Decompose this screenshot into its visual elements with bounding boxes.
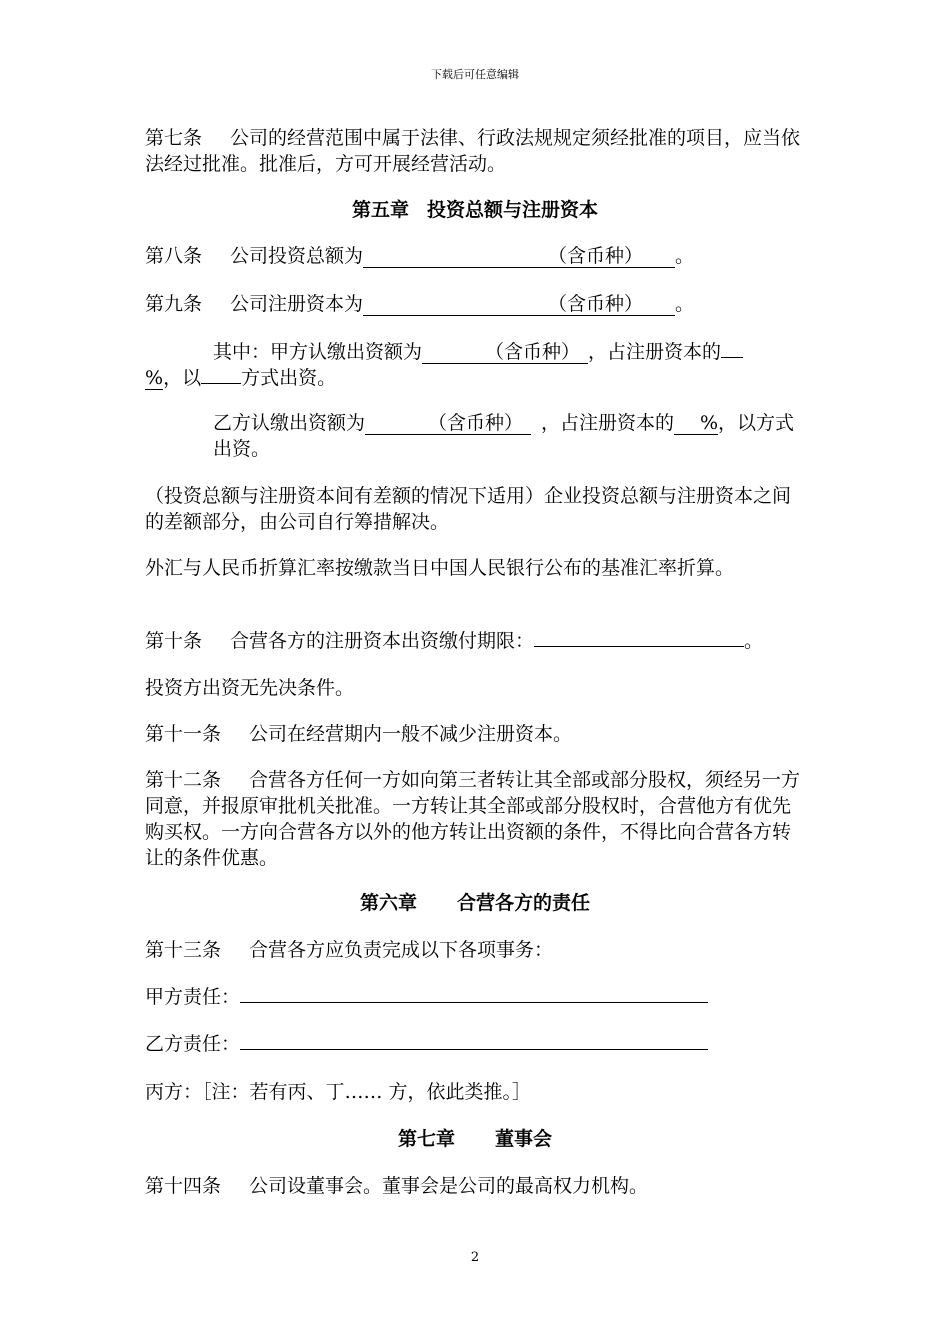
currency-hint: （含币种） bbox=[485, 341, 581, 363]
difference-note: （投资总额与注册资本间有差额的情况下适用）企业投资总额与注册资本之间的差额部分，由公司自行筹措解决。 bbox=[145, 485, 792, 533]
party-c-note: 丙方：［注：若有丙、丁…… 方，依此类推。］ bbox=[145, 1081, 532, 1103]
article-text: 公司在经营期内一般不减少注册资本。 bbox=[249, 723, 573, 745]
article-13 bbox=[145, 937, 805, 963]
article-9 bbox=[145, 291, 805, 317]
header-note: 下载后可任意编辑 bbox=[431, 68, 519, 81]
article-12 bbox=[145, 767, 805, 871]
article-11 bbox=[145, 721, 805, 747]
contribution-end: 方式出资。 bbox=[241, 367, 337, 389]
amount-blank[interactable] bbox=[422, 341, 588, 364]
percent-blank[interactable] bbox=[674, 412, 718, 435]
contribution-mid2: ，以 bbox=[163, 367, 202, 389]
no-precondition: 投资方出资无先决条件。 bbox=[145, 677, 355, 699]
article-label: 第八条 bbox=[145, 245, 203, 267]
duty-label: 甲方责任： bbox=[145, 986, 241, 1008]
chapter-number: 第七章 bbox=[397, 1128, 455, 1150]
contribution-mid: ，占注册资本的 bbox=[588, 341, 722, 363]
article-text: 公司的经营范围中属于法律、行政法规规定须经批准的项目，应当依法经过批准。批准后，方可开展经营活动。 bbox=[145, 127, 801, 175]
party-a-duty bbox=[145, 984, 805, 1010]
chapter-6-heading bbox=[145, 890, 805, 916]
article-label: 第十二条 bbox=[145, 769, 222, 791]
article-14 bbox=[145, 1173, 805, 1199]
deadline-blank[interactable] bbox=[534, 646, 744, 647]
contribution-prefix: 乙方认缴出资额为 bbox=[213, 412, 366, 434]
chapter-number: 第六章 bbox=[359, 892, 417, 914]
currency-hint: （含币种） bbox=[548, 293, 644, 315]
party-b-duty bbox=[145, 1031, 805, 1057]
percent-sign: % bbox=[699, 412, 719, 434]
method-blank[interactable] bbox=[201, 383, 241, 384]
article-text: 合营各方应负责完成以下各项事务： bbox=[249, 939, 554, 961]
article-end: 。 bbox=[744, 630, 764, 652]
chapter-5-heading bbox=[145, 197, 805, 223]
article-10 bbox=[145, 628, 825, 654]
amount-blank[interactable] bbox=[363, 245, 675, 268]
article-text: 公司投资总额为 bbox=[230, 245, 364, 267]
article-label: 第七条 bbox=[145, 127, 203, 149]
duty-blank[interactable] bbox=[240, 1049, 708, 1050]
chapter-title: 投资总额与注册资本 bbox=[427, 199, 599, 221]
article-7 bbox=[145, 125, 805, 177]
contribution-mid: ，占注册资本的 bbox=[541, 412, 675, 434]
page-number: 2 bbox=[470, 1250, 480, 1265]
article-label: 第十一条 bbox=[145, 723, 222, 745]
article-text: 合营各方任何一方如向第三者转让其全部或部分股权，须经另一方同意，并报原审批机关批准。一方转让其全部或部分股权时，合营他方有优先购买权。一方向合营各方以外的他方转让出资额的条件，不得比向合营各方转让的条件优惠。 bbox=[145, 769, 801, 869]
article-end: 。 bbox=[675, 245, 695, 267]
article-text: 公司设董事会。董事会是公司的最高权力机构。 bbox=[249, 1175, 649, 1197]
article-label: 第九条 bbox=[145, 293, 203, 315]
exchange-rate-note: 外汇与人民币折算汇率按缴款当日中国人民银行公布的基准汇率折算。 bbox=[145, 557, 735, 579]
article-text: 公司注册资本为 bbox=[230, 293, 364, 315]
article-label: 第十三条 bbox=[145, 939, 222, 961]
duty-label: 乙方责任： bbox=[145, 1033, 241, 1055]
chapter-7-heading bbox=[145, 1126, 805, 1152]
article-label: 第十条 bbox=[145, 630, 203, 652]
chapter-title: 董事会 bbox=[495, 1128, 553, 1150]
article-text: 合营各方的注册资本出资缴付期限： bbox=[230, 630, 535, 652]
currency-hint: （含币种） bbox=[548, 245, 644, 267]
party-b-contribution bbox=[145, 410, 805, 462]
party-a-contribution bbox=[145, 339, 805, 391]
amount-blank[interactable] bbox=[363, 293, 675, 316]
percent-blank[interactable] bbox=[721, 357, 743, 358]
article-end: 。 bbox=[675, 293, 695, 315]
chapter-number: 第五章 bbox=[351, 199, 409, 221]
amount-blank[interactable] bbox=[365, 412, 531, 435]
article-8 bbox=[145, 243, 805, 269]
chapter-title: 合营各方的责任 bbox=[457, 892, 591, 914]
article-label: 第十四条 bbox=[145, 1175, 222, 1197]
contribution-end: ，以方式出资。 bbox=[213, 412, 795, 460]
currency-hint: （含币种） bbox=[428, 412, 524, 434]
percent-sign: % bbox=[145, 367, 164, 389]
contribution-prefix: 其中：甲方认缴出资额为 bbox=[213, 341, 423, 363]
duty-blank[interactable] bbox=[240, 1002, 708, 1003]
